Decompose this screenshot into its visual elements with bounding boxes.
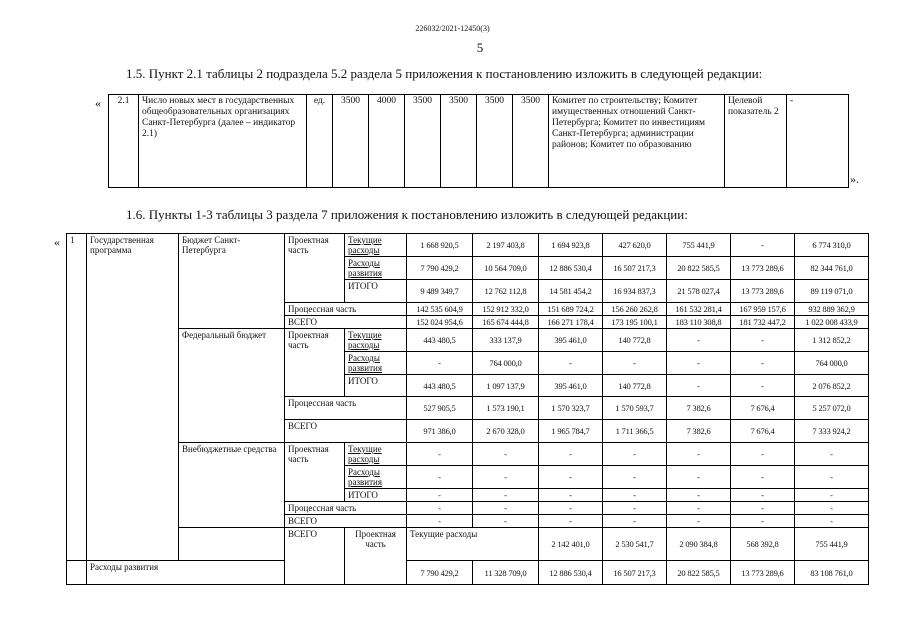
indicator-unit: ед. bbox=[307, 95, 333, 188]
source-extra: Внебюджетные средства bbox=[179, 443, 285, 528]
cell: 13 773 289,6 bbox=[731, 257, 795, 280]
cell: 7 676,4 bbox=[731, 397, 795, 420]
cell: 1 570 593,7 bbox=[603, 397, 667, 420]
cell: 443 480,5 bbox=[407, 329, 473, 352]
cell: 971 386,0 bbox=[407, 420, 473, 443]
cell: 7 382,6 bbox=[667, 397, 731, 420]
current-label: Текущие расходы bbox=[345, 329, 407, 352]
current-label: Текущие расходы bbox=[345, 443, 407, 466]
cell: - bbox=[731, 234, 795, 257]
cell: - bbox=[539, 466, 603, 489]
cell: - bbox=[603, 443, 667, 466]
indicator-value: 3500 bbox=[441, 95, 477, 188]
open-quote: « bbox=[95, 96, 101, 110]
cell: - bbox=[473, 515, 539, 528]
cell: 181 732 447,2 bbox=[731, 316, 795, 329]
indicator-name: Число новых мест в государственных общеобразовательных организациях Санкт-Петербурга (далее – индикатор 2.1) bbox=[139, 95, 307, 188]
cell: - bbox=[731, 466, 795, 489]
finance-table bbox=[66, 233, 869, 585]
cell: 764 000,0 bbox=[795, 352, 869, 375]
total-development-label: Расходы развития bbox=[87, 561, 285, 585]
cell: 83 108 761,0 bbox=[795, 561, 869, 585]
cell: 427 620,0 bbox=[603, 234, 667, 257]
cell: 1 570 323,7 bbox=[539, 397, 603, 420]
cell: 166 271 178,4 bbox=[539, 316, 603, 329]
cell: 16 934 837,3 bbox=[603, 280, 667, 303]
cell: 173 195 100,1 bbox=[603, 316, 667, 329]
total-label: ВСЕГО bbox=[285, 528, 345, 585]
cell: 333 137,9 bbox=[473, 329, 539, 352]
indicator-executors: Комитет по строительству; Комитет имущественных отношений Санкт-Петербурга; Комитет по инвестициям Санкт-Петербурга; администрации районов; Комитет по образованию bbox=[549, 95, 725, 188]
vsego-label: ВСЕГО bbox=[285, 515, 407, 528]
cell: 395 461,0 bbox=[539, 329, 603, 352]
indicator-number: 2.1 bbox=[109, 95, 139, 188]
cell: 183 110 308,8 bbox=[667, 316, 731, 329]
indicator-type: Целевой показатель 2 bbox=[725, 95, 787, 188]
cell: 12 886 530,4 bbox=[539, 561, 603, 585]
cell: 7 790 429,2 bbox=[407, 561, 473, 585]
process-label: Процессная часть bbox=[285, 502, 407, 515]
cell: - bbox=[731, 443, 795, 466]
cell: 395 461,0 bbox=[539, 375, 603, 397]
cell: 156 260 262,8 bbox=[603, 303, 667, 316]
cell: - bbox=[731, 515, 795, 528]
cell: - bbox=[603, 489, 667, 502]
source-federal: Федеральный бюджет bbox=[179, 329, 285, 443]
cell: 16 507 217,3 bbox=[603, 257, 667, 280]
close-quote: ». bbox=[850, 172, 859, 186]
cell: - bbox=[473, 502, 539, 515]
cell: - bbox=[407, 443, 473, 466]
cell: 1 694 923,8 bbox=[539, 234, 603, 257]
cell: 12 886 530,4 bbox=[539, 257, 603, 280]
itogo-label: ИТОГО bbox=[345, 489, 407, 502]
cell: 2 142 401,0 bbox=[539, 528, 603, 561]
cell: 568 392,8 bbox=[731, 528, 795, 561]
cell: - bbox=[667, 352, 731, 375]
paragraph-1-5: 1.5. Пункт 2.1 таблицы 2 подраздела 5.2 раздела 5 приложения к постановлению изложить в следующей редакции: bbox=[126, 66, 763, 81]
cell: - bbox=[473, 489, 539, 502]
total-project-part: Проектная часть bbox=[345, 528, 407, 585]
cell: - bbox=[795, 515, 869, 528]
cell: 89 119 071,0 bbox=[795, 280, 869, 303]
project-part-label: Проектная часть bbox=[285, 234, 345, 303]
cell: - bbox=[795, 466, 869, 489]
cell: - bbox=[539, 489, 603, 502]
cell: 1 097 137,9 bbox=[473, 375, 539, 397]
cell: - bbox=[667, 375, 731, 397]
indicator-value: 4000 bbox=[369, 95, 405, 188]
indicator-value: 3500 bbox=[477, 95, 513, 188]
cell: - bbox=[539, 443, 603, 466]
cell: - bbox=[407, 352, 473, 375]
itogo-label: ИТОГО bbox=[345, 280, 407, 303]
cell: 2 670 328,0 bbox=[473, 420, 539, 443]
cell: - bbox=[731, 489, 795, 502]
cell: 165 674 444,8 bbox=[473, 316, 539, 329]
page-number: 5 bbox=[476, 40, 484, 55]
cell: - bbox=[795, 502, 869, 515]
project-part-label: Проектная часть bbox=[285, 329, 345, 397]
cell: - bbox=[407, 466, 473, 489]
cell: 2 076 852,2 bbox=[795, 375, 869, 397]
cell: - bbox=[473, 466, 539, 489]
cell: 7 790 429,2 bbox=[407, 257, 473, 280]
indicator-value: 3500 bbox=[405, 95, 441, 188]
table-indicator bbox=[108, 94, 849, 188]
cell: 21 578 027,4 bbox=[667, 280, 731, 303]
open-quote-2: « bbox=[54, 235, 60, 249]
cell: 764 000,0 bbox=[473, 352, 539, 375]
indicator-value: 3500 bbox=[513, 95, 549, 188]
cell: 16 507 217,3 bbox=[603, 561, 667, 585]
development-label: Расходы развития bbox=[345, 466, 407, 489]
cell: 12 762 112,8 bbox=[473, 280, 539, 303]
cell: 6 774 310,0 bbox=[795, 234, 869, 257]
cell: - bbox=[667, 515, 731, 528]
cell: 7 333 924,2 bbox=[795, 420, 869, 443]
development-label: Расходы развития bbox=[345, 352, 407, 375]
cell: 152 024 954,6 bbox=[407, 316, 473, 329]
cell: 2 090 384,8 bbox=[667, 528, 731, 561]
paragraph-1-6: 1.6. Пункты 1-3 таблицы 3 раздела 7 приложения к постановлению изложить в следующей редакции: bbox=[126, 207, 688, 222]
cell: - bbox=[473, 443, 539, 466]
cell: 9 489 349,7 bbox=[407, 280, 473, 303]
cell: - bbox=[731, 329, 795, 352]
cell: 7 676,4 bbox=[731, 420, 795, 443]
project-part-label: Проектная часть bbox=[285, 443, 345, 502]
cell: 527 905,5 bbox=[407, 397, 473, 420]
cell: 152 912 332,0 bbox=[473, 303, 539, 316]
cell: 755 441,9 bbox=[795, 528, 869, 561]
process-label: Процессная часть bbox=[285, 303, 407, 316]
cell: - bbox=[667, 329, 731, 352]
development-label: Расходы развития bbox=[345, 257, 407, 280]
cell: 1 022 008 433,9 bbox=[795, 316, 869, 329]
cell: 20 822 585,5 bbox=[667, 257, 731, 280]
cell: 11 328 709,0 bbox=[473, 561, 539, 585]
cell: 82 344 761,0 bbox=[795, 257, 869, 280]
document-id: 226032/2021-12450(3) bbox=[415, 24, 490, 33]
source-budget-spb: Бюджет Санкт-Петербурга bbox=[179, 234, 285, 329]
cell: 140 772,8 bbox=[603, 375, 667, 397]
cell: 1 668 920,5 bbox=[407, 234, 473, 257]
cell: - bbox=[667, 466, 731, 489]
cell: 2 530 541,7 bbox=[603, 528, 667, 561]
cell: 10 564 709,0 bbox=[473, 257, 539, 280]
cell: 1 965 784,7 bbox=[539, 420, 603, 443]
cell: 1 711 366,5 bbox=[603, 420, 667, 443]
cell: 1 573 190,1 bbox=[473, 397, 539, 420]
cell: - bbox=[603, 466, 667, 489]
cell: - bbox=[539, 515, 603, 528]
cell: - bbox=[603, 515, 667, 528]
cell: - bbox=[795, 443, 869, 466]
total-current-label: Текущие расходы bbox=[407, 528, 539, 561]
cell: - bbox=[667, 443, 731, 466]
cell: 5 257 072,0 bbox=[795, 397, 869, 420]
current-label: Текущие расходы bbox=[345, 234, 407, 257]
cell: 1 312 852,2 bbox=[795, 329, 869, 352]
cell: - bbox=[603, 502, 667, 515]
process-label: Процессная часть bbox=[285, 397, 407, 420]
vsego-label: ВСЕГО bbox=[285, 316, 407, 329]
cell: 932 889 362,9 bbox=[795, 303, 869, 316]
cell: 755 441,9 bbox=[667, 234, 731, 257]
indicator-value: 3500 bbox=[333, 95, 369, 188]
cell: - bbox=[407, 489, 473, 502]
cell: - bbox=[407, 515, 473, 528]
cell: - bbox=[731, 352, 795, 375]
cell: 142 535 604,9 bbox=[407, 303, 473, 316]
cell: 13 773 289,6 bbox=[731, 280, 795, 303]
cell: - bbox=[667, 502, 731, 515]
cell: 161 532 281,4 bbox=[667, 303, 731, 316]
cell: 167 959 157,6 bbox=[731, 303, 795, 316]
cell: 7 382,6 bbox=[667, 420, 731, 443]
cell: 443 480,5 bbox=[407, 375, 473, 397]
cell: 20 822 585,5 bbox=[667, 561, 731, 585]
cell: - bbox=[795, 489, 869, 502]
cell: 140 772,8 bbox=[603, 329, 667, 352]
cell: - bbox=[667, 489, 731, 502]
vsego-label: ВСЕГО bbox=[285, 420, 407, 443]
cell: - bbox=[539, 502, 603, 515]
cell: - bbox=[731, 502, 795, 515]
cell: 14 581 454,2 bbox=[539, 280, 603, 303]
row-number: 1 bbox=[67, 234, 87, 561]
program-name: Государственная программа bbox=[87, 234, 179, 561]
cell: 13 773 289,6 bbox=[731, 561, 795, 585]
itogo-label: ИТОГО bbox=[345, 375, 407, 397]
cell: - bbox=[731, 375, 795, 397]
cell: 151 689 724,2 bbox=[539, 303, 603, 316]
indicator-last: - bbox=[787, 95, 849, 188]
cell: - bbox=[407, 502, 473, 515]
cell: 2 197 403,8 bbox=[473, 234, 539, 257]
cell: - bbox=[539, 352, 603, 375]
cell: - bbox=[603, 352, 667, 375]
